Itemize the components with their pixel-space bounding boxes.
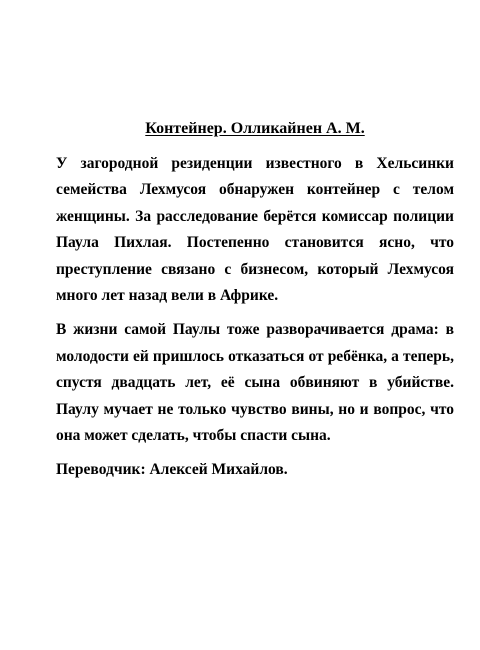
description-paragraph-1: У загородной резиденции известного в Хельсинки семейства Лехмусоя обнаружен контейнер с телом женщины. За расследование берётся комиссар полиции Паула Пихлая. Постепенно становится ясно, что преступление связано с бизнесом, который Лехмусоя много лет назад вели в Африке. <box>56 155 454 305</box>
translator-credit: Переводчик: Алексей Михайлов. <box>56 461 288 479</box>
document-title: Контейнер. Олликайнен А. М. <box>145 120 365 137</box>
document-page <box>56 119 454 492</box>
description-paragraph-2: В жизни самой Паулы тоже разворачивается драма: в молодости ей пришлось отказаться от ребёнка, а теперь, спустя двадцать лет, её сына обвиняют в убийстве. Паулу мучает не только чувство вины, но и вопрос, что она может сделать, чтобы спасти сына. <box>56 321 454 445</box>
